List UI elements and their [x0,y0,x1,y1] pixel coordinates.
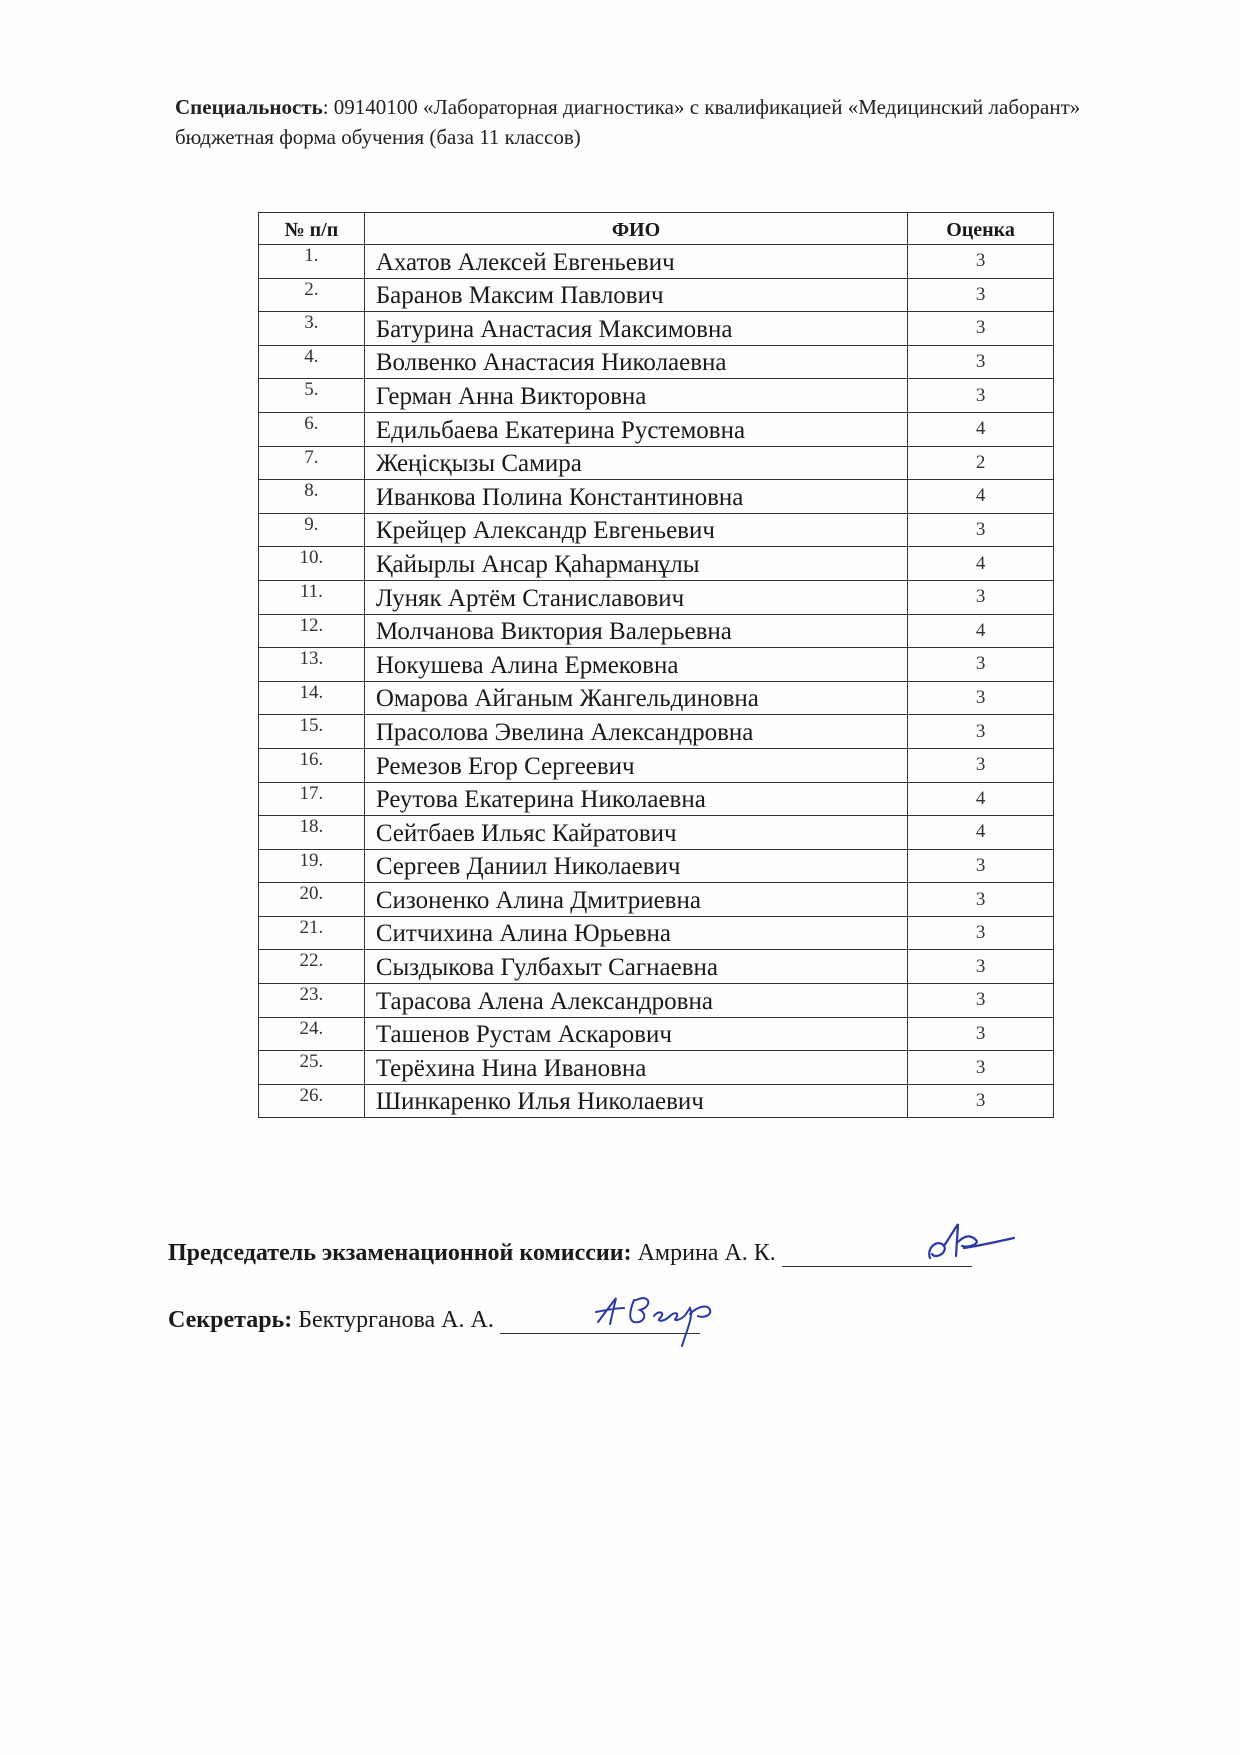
student-grade: 3 [908,950,1054,984]
student-name: Баранов Максим Павлович [364,278,907,312]
student-name: Сейтбаев Ильяс Кайратович [364,816,907,850]
table-row [259,614,1054,648]
student-grade: 3 [908,379,1054,413]
chair-signature-line [168,1240,972,1267]
table-row [259,312,1054,346]
table-row [259,816,1054,850]
student-grade: 3 [908,984,1054,1018]
student-name: Жеңісқызы Самира [364,446,907,480]
table-row [259,748,1054,782]
student-name: Нокушева Алина Ермековна [364,648,907,682]
grades-table [258,212,1054,1118]
student-grade: 3 [908,648,1054,682]
row-number: 20. [259,883,365,917]
row-number: 1. [259,245,365,279]
student-name: Реутова Екатерина Николаевна [364,782,907,816]
student-grade: 4 [908,614,1054,648]
student-name: Молчанова Виктория Валерьевна [364,614,907,648]
column-header-grade: Оценка [908,213,1054,245]
secretary-signature-mark [590,1286,750,1356]
table-row [259,513,1054,547]
student-grade: 3 [908,312,1054,346]
student-grade: 4 [908,816,1054,850]
table-row [259,950,1054,984]
row-number: 2. [259,278,365,312]
row-number: 14. [259,681,365,715]
table-row [259,278,1054,312]
student-name: Герман Анна Викторовна [364,379,907,413]
table-row [259,412,1054,446]
student-grade: 3 [908,1084,1054,1118]
table-row [259,715,1054,749]
table-row [259,245,1054,279]
table-header-row [259,213,1054,245]
student-name: Ахатов Алексей Евгеньевич [364,245,907,279]
row-number: 10. [259,547,365,581]
student-name: Едильбаева Екатерина Рустемовна [364,412,907,446]
student-grade: 3 [908,916,1054,950]
student-name: Омарова Айганым Жангельдиновна [364,681,907,715]
student-name: Шинкаренко Илья Николаевич [364,1084,907,1118]
row-number: 25. [259,1051,365,1085]
student-grade: 4 [908,412,1054,446]
student-grade: 3 [908,748,1054,782]
row-number: 7. [259,446,365,480]
secretary-name: Бектурганова А. А. [298,1307,494,1333]
row-number: 16. [259,748,365,782]
table-body [259,245,1054,1118]
student-grade: 4 [908,782,1054,816]
student-name: Сыздыкова Гулбахыт Сагнаевна [364,950,907,984]
table-row [259,379,1054,413]
row-number: 23. [259,984,365,1018]
student-grade: 2 [908,446,1054,480]
student-grade: 3 [908,580,1054,614]
student-name: Сергеев Даниил Николаевич [364,849,907,883]
table-row [259,580,1054,614]
student-grade: 3 [908,345,1054,379]
table-row [259,1051,1054,1085]
table-row [259,849,1054,883]
student-grade: 3 [908,715,1054,749]
row-number: 26. [259,1084,365,1118]
chair-signature-mark [918,1218,1018,1268]
table-row [259,916,1054,950]
table-row [259,681,1054,715]
table-row [259,648,1054,682]
student-name: Иванкова Полина Константиновна [364,480,907,514]
student-grade: 3 [908,513,1054,547]
row-number: 17. [259,782,365,816]
student-name: Ташенов Рустам Аскарович [364,1017,907,1051]
table-row [259,547,1054,581]
row-number: 9. [259,513,365,547]
row-number: 3. [259,312,365,346]
table-row [259,480,1054,514]
row-number: 8. [259,480,365,514]
row-number: 22. [259,950,365,984]
secretary-label: Секретарь: [168,1307,293,1333]
student-grade: 3 [908,1017,1054,1051]
row-number: 13. [259,648,365,682]
student-name: Крейцер Александр Евгеньевич [364,513,907,547]
chair-label: Председатель экзаменационной комиссии: [168,1240,632,1266]
student-grade: 4 [908,547,1054,581]
column-header-number: № п/п [259,213,365,245]
student-name: Волвенко Анастасия Николаевна [364,345,907,379]
table-row [259,345,1054,379]
table-row [259,782,1054,816]
specialty-heading [175,92,1155,152]
specialty-label: Специальность [175,95,323,119]
row-number: 5. [259,379,365,413]
chair-name: Амрина А. К. [637,1240,776,1266]
row-number: 19. [259,849,365,883]
student-name: Батурина Анастасия Максимовна [364,312,907,346]
table-row [259,1084,1054,1118]
column-header-name: ФИО [364,213,907,245]
row-number: 6. [259,412,365,446]
row-number: 18. [259,816,365,850]
row-number: 12. [259,614,365,648]
table-row [259,446,1054,480]
row-number: 24. [259,1017,365,1051]
student-grade: 3 [908,245,1054,279]
table-row [259,883,1054,917]
row-number: 11. [259,580,365,614]
row-number: 15. [259,715,365,749]
student-grade: 3 [908,278,1054,312]
student-grade: 3 [908,681,1054,715]
student-name: Қайырлы Ансар Қаһарманұлы [364,547,907,581]
table-row [259,1017,1054,1051]
student-name: Луняк Артём Станиславович [364,580,907,614]
student-name: Терёхина Нина Ивановна [364,1051,907,1085]
row-number: 4. [259,345,365,379]
student-grade: 3 [908,883,1054,917]
student-name: Сизоненко Алина Дмитриевна [364,883,907,917]
row-number: 21. [259,916,365,950]
student-name: Прасолова Эвелина Александровна [364,715,907,749]
table-row [259,984,1054,1018]
student-name: Тарасова Алена Александровна [364,984,907,1018]
student-name: Ремезов Егор Сергеевич [364,748,907,782]
specialty-text: : 09140100 «Лабораторная диагностика» с квалификацией «Медицинский лаборант» бюджетная форма обучения (база 11 классов) [175,95,1081,149]
student-grade: 4 [908,480,1054,514]
student-grade: 3 [908,1051,1054,1085]
student-grade: 3 [908,849,1054,883]
student-name: Ситчихина Алина Юрьевна [364,916,907,950]
